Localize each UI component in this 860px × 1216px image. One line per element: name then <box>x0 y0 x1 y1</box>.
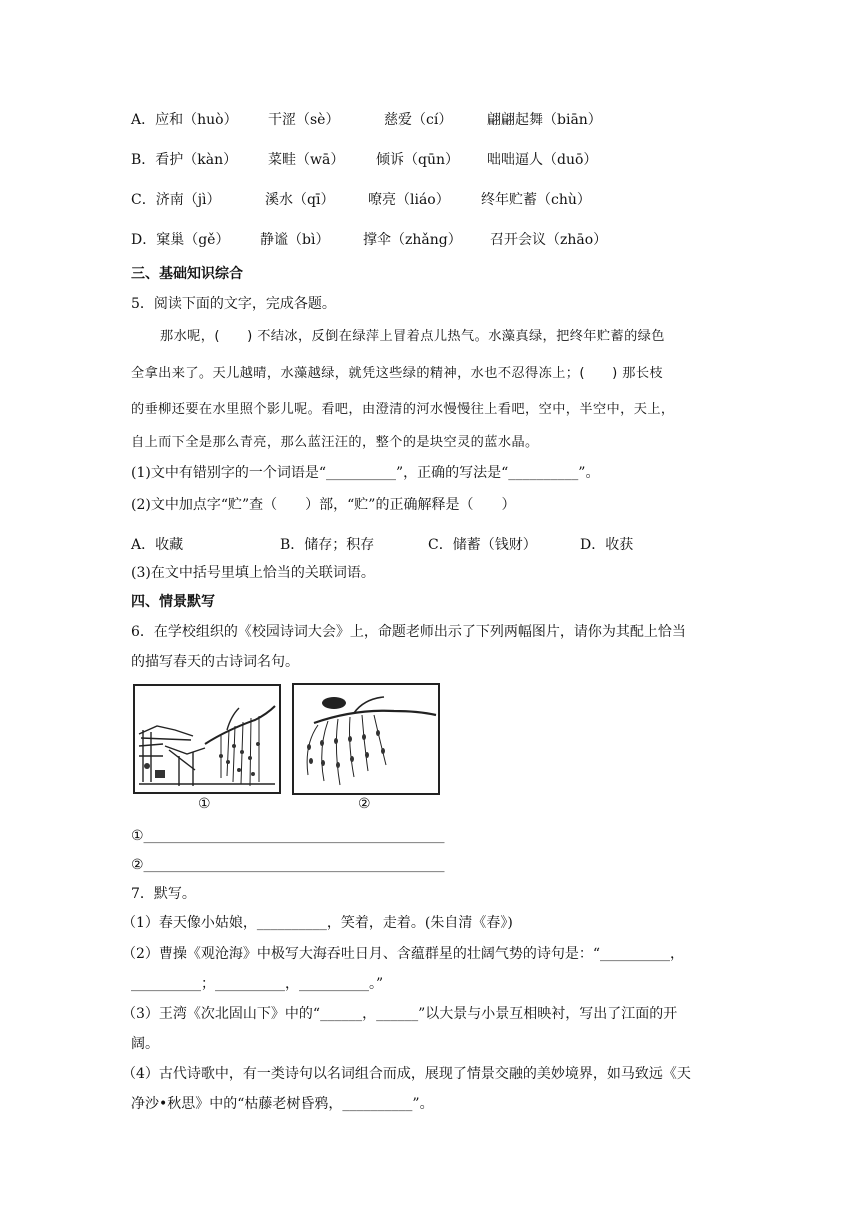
option-b-4: 咄咄逼人（duō） <box>487 152 598 168</box>
picture-1-caption: ① <box>198 796 211 812</box>
option-a-2: 干涩（sè） <box>268 112 340 128</box>
question-5-2: (2)文中加点字“贮”查（ ）部，“贮”的正确解释是（ ） <box>131 497 516 513</box>
option-a-4: 翩翩起舞（biān） <box>487 112 602 128</box>
option-c-1: C．济南（jì） <box>131 192 221 208</box>
option-d-4: 召开会议（zhāo） <box>490 232 608 248</box>
option-d-3: 撑伞（zhǎng） <box>363 232 462 248</box>
question-7-1: （1）春天像小姑娘，__________，笑着，走着。(朱自清《春》) <box>122 915 513 931</box>
sub2-option-a: A．收藏 <box>131 537 184 553</box>
option-c-3: 嘹亮（liáo） <box>368 192 450 208</box>
answer-line-2[interactable]: ②___________________________________________ <box>131 857 445 873</box>
passage-line-4: 自上而下全是那么青亮，那么蓝汪汪的，整个的是块空灵的蓝水晶。 <box>131 435 539 450</box>
question-7-2-line-2: __________；__________，__________。” <box>131 976 384 992</box>
question-5-1: (1)文中有错别字的一个词语是“__________”，正确的写法是“__________”。 <box>131 465 600 481</box>
question-6-line-2: 的描写春天的古诗词名句。 <box>131 654 299 670</box>
option-d-1: D．窠巢（gě） <box>131 232 230 248</box>
option-b-3: 倾诉（qūn） <box>376 152 459 168</box>
sub2-option-d: D．收获 <box>580 537 634 553</box>
passage-line-1: 那水呢，( ) 不结冰，反倒在绿萍上冒着点儿热气。水藻真绿，把终年贮蓄的绿色 <box>160 329 665 344</box>
question-7: 7．默写。 <box>131 886 196 902</box>
question-5: 5．阅读下面的文字，完成各题。 <box>131 296 336 312</box>
option-c-4: 终年贮蓄（chù） <box>481 192 591 208</box>
sub2-option-b: B．储存；积存 <box>280 537 375 553</box>
section-heading-3: 三、基础知识综合 <box>131 266 243 282</box>
answer-line-1[interactable]: ①___________________________________________ <box>131 828 445 844</box>
picture-2-caption: ② <box>358 796 371 812</box>
sub2-option-c: C．储蓄（钱财） <box>428 537 537 553</box>
question-7-2-line-1: （2）曹操《观沧海》中极写大海吞吐日月、含蕴群星的壮阔气势的诗句是：“__________， <box>122 946 685 962</box>
option-a-3: 慈爱（cí） <box>384 112 453 128</box>
section-heading-4: 四、情景默写 <box>131 594 215 610</box>
picture-pavilion-willow <box>133 684 281 794</box>
question-7-4-line-1: （4）古代诗歌中，有一类诗句以名词组合而成，展现了情景交融的美妙境界，如马致远《天 <box>122 1066 691 1082</box>
question-7-4-line-2: 净沙•秋思》中的“枯藤老树昏鸦，__________”。 <box>131 1096 434 1112</box>
option-b-2: 菜畦（wā） <box>268 152 345 168</box>
option-d-2: 静谧（bì） <box>260 232 330 248</box>
willow-branches-sketch <box>294 685 438 793</box>
option-a-1: A．应和（huò） <box>131 112 238 128</box>
passage-line-2: 全拿出来了。天儿越晴，水藻越绿，就凭这些绿的精神，水也不忍得冻上；( ) 那长枝 <box>131 366 664 381</box>
passage-line-3: 的垂柳还要在水里照个影儿呢。看吧，由澄清的河水慢慢往上看吧，空中，半空中，天上， <box>131 402 675 417</box>
question-7-3-line-1: （3）王湾《次北固山下》中的“______，______”以大景与小景互相映衬，写出了江面的开 <box>122 1006 678 1022</box>
question-5-3: (3)在文中括号里填上恰当的关联词语。 <box>131 565 375 581</box>
pavilion-willow-sketch <box>135 686 279 792</box>
picture-willow-branches <box>292 683 440 795</box>
option-c-2: 溪水（qī） <box>265 192 335 208</box>
question-6-line-1: 6．在学校组织的《校园诗词大会》上，命题老师出示了下列两幅图片，请你为其配上恰当 <box>131 624 686 640</box>
option-b-1: B．看护（kàn） <box>131 152 238 168</box>
question-7-3-line-2: 阔。 <box>131 1036 159 1052</box>
